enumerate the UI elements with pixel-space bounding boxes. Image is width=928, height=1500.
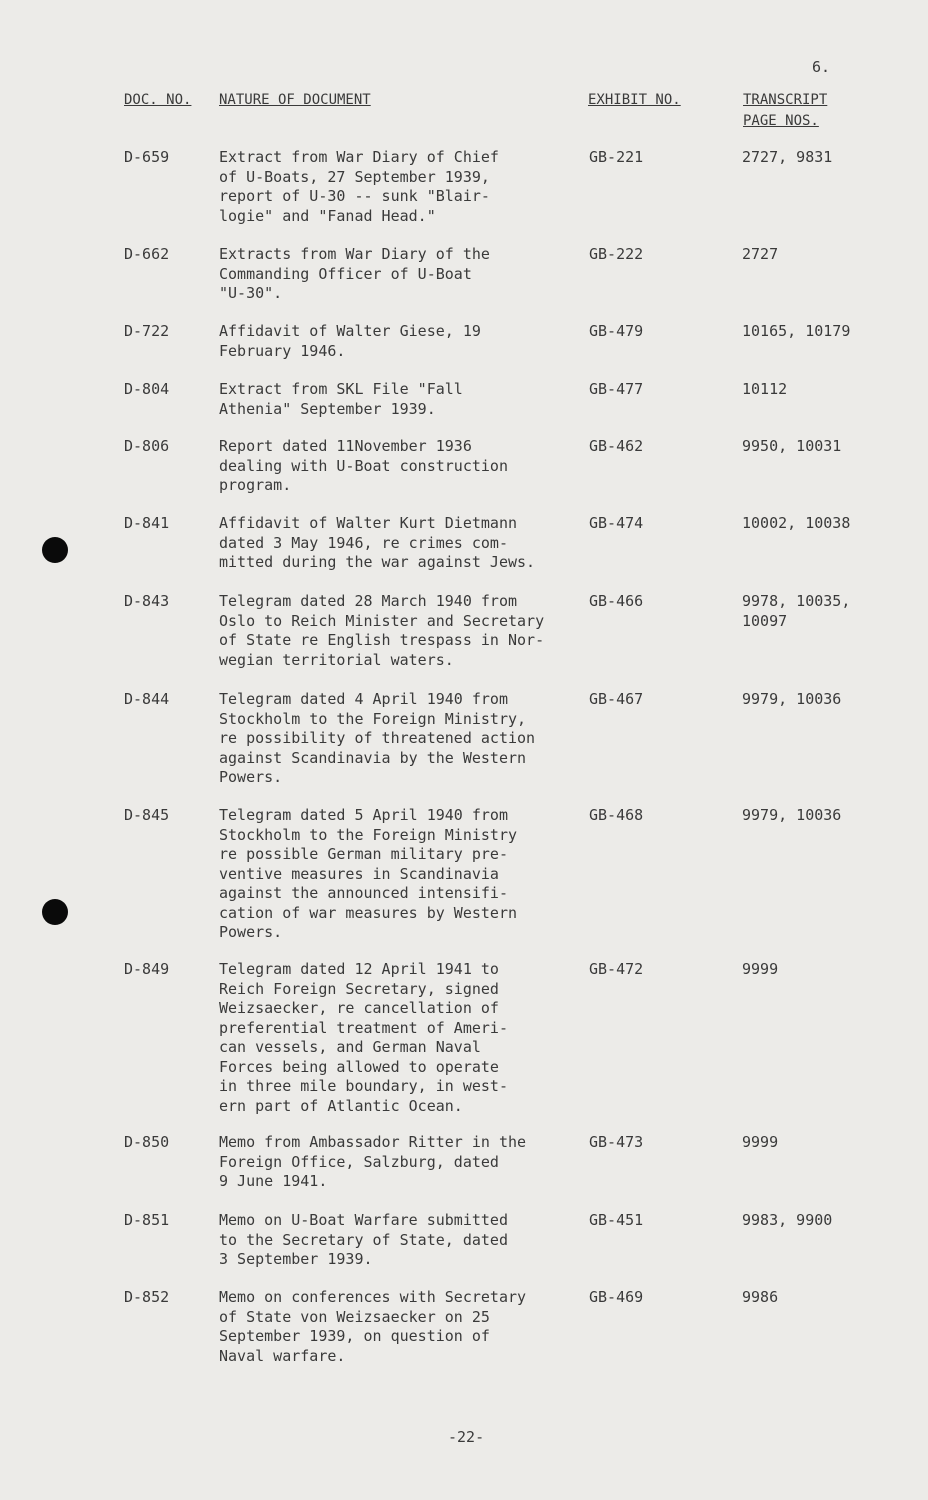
header-transcript-page-nos <box>743 90 827 132</box>
description-line: September 1939, on question of <box>219 1327 490 1345</box>
doc-number: D-806 <box>124 437 170 455</box>
description-line: against the announced intensifi- <box>219 884 508 902</box>
description-line: re possible German military pre- <box>219 845 508 863</box>
exhibit-number: GB-451 <box>589 1211 644 1229</box>
exhibit-number: GB-479 <box>589 322 644 340</box>
header-transcript-line: PAGE NOS. <box>743 113 819 129</box>
exhibit-number: GB-466 <box>589 592 644 610</box>
description-line: of U-Boats, 27 September 1939, <box>219 167 490 186</box>
transcript-pages <box>742 437 922 457</box>
transcript-pages <box>742 690 922 710</box>
document-description <box>219 1211 579 1270</box>
exhibit-number: GB-477 <box>589 380 644 398</box>
exhibit-number: GB-462 <box>589 437 644 455</box>
description-line: to the Secretary of State, dated <box>219 1230 508 1249</box>
description-line: program. <box>219 476 292 494</box>
doc-number: D-852 <box>124 1288 170 1306</box>
document-description <box>219 245 579 304</box>
description-line: "U-30". <box>219 284 283 302</box>
description-line: Report dated 11November 1936 <box>219 437 472 455</box>
transcript-pages <box>742 1133 922 1153</box>
description-line: Extracts from War Diary of the <box>219 245 490 263</box>
description-line: Naval warfare. <box>219 1346 346 1365</box>
description-line: logie" and "Fanad Head." <box>219 206 436 225</box>
description-line: preferential treatment of Ameri- <box>219 1018 508 1037</box>
description-line: ventive measures in Scandinavia <box>219 864 499 883</box>
description-line: February 1946. <box>219 341 346 360</box>
transcript-pages <box>742 960 922 980</box>
exhibit-number: GB-221 <box>589 148 644 166</box>
description-line: Telegram dated 28 March 1940 from <box>219 592 518 610</box>
transcript-pages <box>742 245 922 265</box>
description-line: Stockholm to the Foreign Ministry, <box>219 709 527 728</box>
description-line: cation of war measures by Western <box>219 903 518 922</box>
description-line: dealing with U-Boat construction <box>219 456 508 475</box>
exhibit-number: GB-467 <box>589 690 644 708</box>
transcript-pages <box>742 322 922 342</box>
doc-number: D-850 <box>124 1133 170 1151</box>
description-line: Telegram dated 5 April 1940 from <box>219 806 508 824</box>
page-ref-line: 9999 <box>742 1133 779 1151</box>
doc-number: D-662 <box>124 245 170 263</box>
description-line: of State von Weizsaecker on 25 <box>219 1307 490 1326</box>
description-line: ern part of Atlantic Ocean. <box>219 1096 463 1115</box>
page-ref-line: 2727, 9831 <box>742 148 833 166</box>
page-ref-line: 9950, 10031 <box>742 437 842 455</box>
description-line: Stockholm to the Foreign Ministry <box>219 825 518 844</box>
punch-hole <box>42 537 68 563</box>
punch-hole <box>42 899 68 925</box>
document-description <box>219 690 579 788</box>
description-line: dated 3 May 1946, re crimes com- <box>219 533 508 552</box>
document-description <box>219 380 579 419</box>
exhibit-number: GB-469 <box>589 1288 644 1306</box>
doc-number: D-851 <box>124 1211 170 1229</box>
description-line: Powers. <box>219 923 283 941</box>
document-description <box>219 437 579 496</box>
document-description <box>219 806 579 943</box>
document-description <box>219 1133 579 1192</box>
exhibit-number: GB-468 <box>589 806 644 824</box>
description-line: Oslo to Reich Minister and Secretary <box>219 611 545 630</box>
transcript-pages <box>742 1211 922 1231</box>
doc-number: D-849 <box>124 960 170 978</box>
description-line: re possibility of threatened action <box>219 729 536 747</box>
description-line: report of U-30 -- sunk "Blair- <box>219 187 490 205</box>
exhibit-number: GB-222 <box>589 245 644 263</box>
description-line: Extract from SKL File "Fall <box>219 380 463 398</box>
exhibit-number: GB-474 <box>589 514 644 532</box>
description-line: Forces being allowed to operate <box>219 1057 499 1076</box>
document-description <box>219 960 579 1116</box>
page-ref-line: 9978, 10035, <box>742 592 851 610</box>
document-description <box>219 1288 579 1366</box>
document-description <box>219 514 579 573</box>
description-line: Extract from War Diary of Chief <box>219 148 499 166</box>
description-line: Affidavit of Walter Kurt Dietmann <box>219 514 518 532</box>
document-description <box>219 592 579 670</box>
transcript-pages <box>742 806 922 826</box>
document-description <box>219 322 579 361</box>
description-line: 9 June 1941. <box>219 1172 328 1190</box>
page-ref-line: 9979, 10036 <box>742 806 842 824</box>
description-line: Commanding Officer of U-Boat <box>219 264 472 283</box>
page-number: 6. <box>812 58 831 76</box>
description-line: Foreign Office, Salzburg, dated <box>219 1152 499 1171</box>
page-ref-line: 9983, 9900 <box>742 1211 833 1229</box>
description-line: mitted during the war against Jews. <box>219 553 536 571</box>
transcript-pages <box>742 1288 922 1308</box>
page-ref-line: 2727 <box>742 245 779 263</box>
document-description <box>219 148 579 226</box>
header-exhibit-no: EXHIBIT NO. <box>588 92 681 108</box>
transcript-pages <box>742 514 922 534</box>
doc-number: D-845 <box>124 806 170 824</box>
description-line: Telegram dated 4 April 1940 from <box>219 690 508 708</box>
page-ref-line: 9979, 10036 <box>742 690 842 708</box>
description-line: 3 September 1939. <box>219 1250 373 1268</box>
description-line: Affidavit of Walter Giese, 19 <box>219 322 481 340</box>
exhibit-number: GB-473 <box>589 1133 644 1151</box>
description-line: Memo on U-Boat Warfare submitted <box>219 1211 508 1229</box>
description-line: Reich Foreign Secretary, signed <box>219 979 499 998</box>
page-footer: -22- <box>448 1428 485 1446</box>
description-line: Telegram dated 12 April 1941 to <box>219 960 499 978</box>
doc-number: D-844 <box>124 690 170 708</box>
transcript-pages <box>742 148 922 168</box>
description-line: Powers. <box>219 768 283 786</box>
description-line: Weizsaecker, re cancellation of <box>219 999 499 1017</box>
description-line: of State re English trespass in Nor- <box>219 631 545 649</box>
transcript-pages <box>742 380 922 400</box>
header-doc-no: DOC. NO. <box>124 92 192 108</box>
page-ref-line: 9986 <box>742 1288 779 1306</box>
page-ref-line: 9999 <box>742 960 779 978</box>
description-line: in three mile boundary, in west- <box>219 1077 508 1095</box>
doc-number: D-722 <box>124 322 170 340</box>
description-line: Athenia" September 1939. <box>219 399 436 418</box>
page-ref-line: 10165, 10179 <box>742 322 851 340</box>
doc-number: D-841 <box>124 514 170 532</box>
page-ref-line: 10002, 10038 <box>742 514 851 532</box>
header-nature-of-document: NATURE OF DOCUMENT <box>219 92 371 108</box>
doc-number: D-659 <box>124 148 170 166</box>
page-ref-line: 10097 <box>742 611 788 630</box>
transcript-pages <box>742 592 922 631</box>
description-line: wegian territorial waters. <box>219 650 454 669</box>
description-line: can vessels, and German Naval <box>219 1038 481 1056</box>
page-ref-line: 10112 <box>742 380 788 398</box>
doc-number: D-843 <box>124 592 170 610</box>
description-line: Memo on conferences with Secretary <box>219 1288 527 1306</box>
description-line: against Scandinavia by the Western <box>219 748 527 767</box>
description-line: Memo from Ambassador Ritter in the <box>219 1133 527 1151</box>
exhibit-number: GB-472 <box>589 960 644 978</box>
doc-number: D-804 <box>124 380 170 398</box>
header-transcript-line: TRANSCRIPT <box>743 92 828 108</box>
